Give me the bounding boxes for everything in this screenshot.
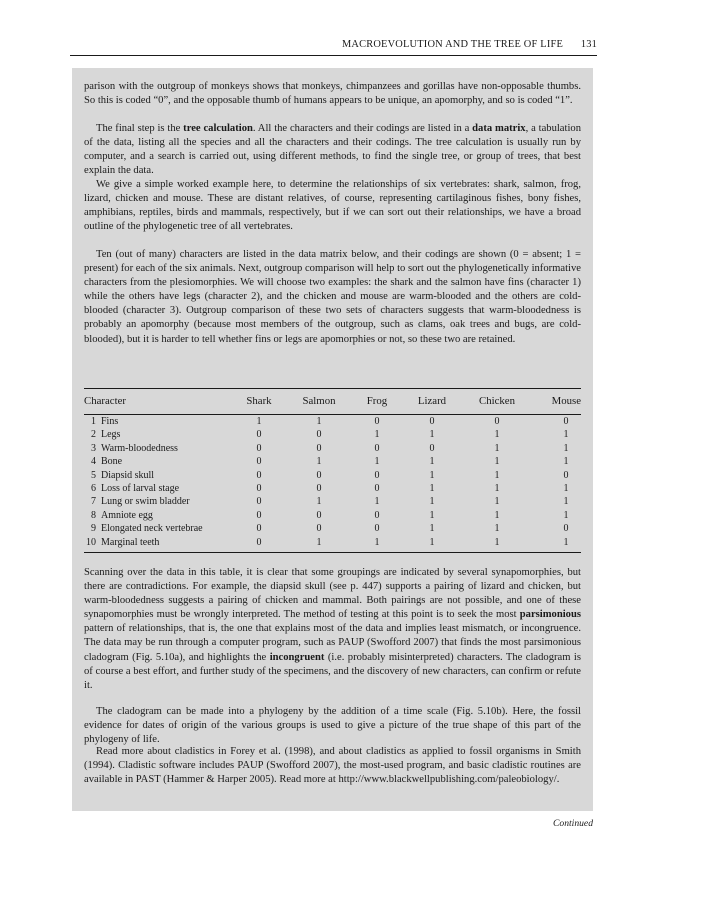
body-paragraph-6: The cladogram can be made into a phylogeny by the addition of a time scale (Fig. 5.10b). Here, the fossil evidence for dates of origin of the various groups is used to give a picture of the true shape of this part of the phylogeny of life. — [84, 706, 581, 746]
continued-label: Continued — [553, 818, 593, 829]
row-character: Elongated neck vertebrae — [101, 523, 203, 535]
row-number: 5 — [91, 469, 96, 481]
table-bottom-rule — [84, 552, 581, 553]
running-header — [70, 36, 597, 54]
cell-value: 1 — [374, 456, 380, 468]
cell-value: 0 — [316, 442, 322, 454]
header-title: MACROEVOLUTION AND THE TREE OF LIFE — [341, 39, 563, 50]
cell-value: 0 — [256, 523, 262, 535]
cell-value: 0 — [374, 523, 380, 535]
column-header: Frog — [366, 395, 388, 407]
table-row — [84, 496, 581, 509]
row-character: Diapsid skull — [101, 469, 155, 481]
cell-value: 1 — [494, 442, 500, 454]
cell-value: 1 — [563, 536, 569, 548]
cell-value: 0 — [256, 483, 262, 494]
table-row — [84, 510, 581, 523]
cell-value: 0 — [374, 416, 380, 427]
page-number: 131 — [580, 39, 597, 50]
row-character: Warm-bloodedness — [101, 442, 178, 454]
cell-value: 0 — [429, 442, 435, 454]
text-run: The final step is the — [96, 123, 184, 134]
cell-value: 1 — [429, 483, 435, 494]
row-number: 2 — [91, 429, 96, 441]
table-row — [84, 443, 581, 456]
intro-paragraph-1: parison with the outgroup of monkeys shows that monkeys, chimpanzees and gorillas have non-opposable thumbs. So this is coded “0”, and the opposable thumb of humans appears to be unique, an apomorphy, and so is coded “1”. — [84, 81, 581, 107]
cell-value: 0 — [374, 469, 380, 481]
row-number: 6 — [91, 483, 96, 494]
column-header: Lizard — [417, 395, 447, 407]
term-tree-calculation: tree calculation — [183, 123, 253, 134]
cell-value: 0 — [563, 469, 569, 481]
row-number: 1 — [91, 416, 96, 427]
table-row — [84, 523, 581, 536]
row-number: 8 — [91, 509, 96, 521]
table-row — [84, 470, 581, 483]
cell-value: 0 — [256, 469, 262, 481]
body-paragraph-7: Read more about cladistics in Forey et al. (1998), and about cladistics as applied to fossil organisms in Smith (1994). Cladistic software includes PAUP (Swofford 2007), the most-used program, and basic cladistic routines are available in PAST (Hammer & Harper 2005). Read more at http://www.blackwellpublishing.com/paleobiology/. — [84, 746, 581, 786]
table-row — [84, 483, 581, 496]
cell-value: 0 — [429, 416, 435, 427]
column-header: Mouse — [551, 395, 581, 407]
cell-value: 1 — [494, 456, 500, 468]
intro-paragraph-4: Ten (out of many) characters are listed in the data matrix below, and their codings are shown (0 = absent; 1 = present) for each of the six animals. Next, outgroup comparison will help to sort out the phylogenetically informative characters from the plesiomorphies. We will choose two examples: the shark and the salmon have fins (character 1) while the others have legs (character 2), and the chicken and mouse are warm-blooded and the others are cold-blooded (character 3). Outgroup comparison of these two sets of characters suggests that warm-bloodedness is probably an apomorphy (because most members of the outgroup, such as clams, oak trees and bugs, are cold-blooded), but it is harder to tell whether fins or legs are apomorphies or not, so these two are retained. — [84, 249, 581, 345]
cell-value: 0 — [316, 429, 322, 441]
cell-value: 1 — [374, 536, 380, 548]
cell-value: 0 — [256, 509, 262, 521]
term-parsimonious: parsimonious — [519, 609, 581, 621]
table-row — [84, 416, 581, 429]
cell-value: 1 — [374, 496, 380, 508]
cell-value: 0 — [256, 496, 262, 508]
cell-value: 1 — [494, 483, 500, 494]
cell-value: 0 — [316, 483, 322, 494]
text-run: . All the characters and their codings are listed in a — [252, 123, 473, 134]
cell-value: 0 — [563, 523, 569, 535]
cell-value: 1 — [494, 536, 500, 548]
cell-value: 0 — [374, 442, 380, 454]
column-header: Salmon — [302, 395, 336, 407]
cell-value: 1 — [494, 469, 500, 481]
cell-value: 1 — [429, 456, 435, 468]
term-data-matrix: data matrix — [472, 123, 526, 134]
row-character: Lung or swim bladder — [101, 496, 190, 508]
row-number: 3 — [91, 442, 96, 454]
cell-value: 0 — [316, 523, 322, 535]
row-character: Loss of larval stage — [101, 483, 180, 494]
row-character: Fins — [101, 416, 119, 427]
table-header-row — [84, 395, 581, 409]
row-number: 9 — [91, 523, 96, 535]
column-header: Chicken — [479, 395, 515, 407]
cell-value: 0 — [563, 416, 569, 427]
row-number: 10 — [86, 536, 96, 548]
intro-paragraph-2 — [84, 122, 581, 178]
cell-value: 1 — [494, 509, 500, 521]
cell-value: 1 — [563, 429, 569, 441]
cell-value: 1 — [563, 496, 569, 508]
cell-value: 1 — [429, 429, 435, 441]
cell-value: 1 — [563, 483, 569, 494]
cell-value: 1 — [563, 456, 569, 468]
cell-value: 1 — [563, 509, 569, 521]
row-character: Marginal teeth — [101, 536, 160, 548]
cell-value: 1 — [494, 496, 500, 508]
cell-value: 1 — [429, 496, 435, 508]
column-header: Shark — [246, 395, 272, 407]
cell-value: 0 — [256, 442, 262, 454]
cell-value: 1 — [316, 416, 322, 427]
table-row — [84, 537, 581, 550]
cell-value: 0 — [256, 429, 262, 441]
table-top-rule — [84, 388, 581, 389]
text-run: Scanning over the data in this table, it is clear that some groupings are indicated by several synapomorphies, but there are contradictions. For example, the diapsid skull (see p. 447) supports a pairing of lizard and chicken, but warm-bloodedness suggests a pairing of chicken and mammal. Both pairings are not possible, and one of these synapomorphies must be wrongly interpreted. The method of testing at this point is to seek the most — [84, 567, 581, 621]
table-header-rule — [84, 414, 581, 415]
cell-value: 1 — [316, 536, 322, 548]
cell-value: 1 — [374, 429, 380, 441]
cell-value: 0 — [316, 469, 322, 481]
table-row — [84, 456, 581, 469]
table-row — [84, 429, 581, 442]
cell-value: 1 — [429, 509, 435, 521]
cell-value: 1 — [429, 536, 435, 548]
term-incongruent: incongruent — [269, 651, 325, 663]
cell-value: 1 — [494, 523, 500, 535]
row-character: Legs — [101, 429, 121, 441]
cell-value: 0 — [256, 456, 262, 468]
cell-value: 1 — [494, 429, 500, 441]
cell-value: 0 — [256, 536, 262, 548]
cell-value: 0 — [374, 509, 380, 521]
row-character: Amniote egg — [101, 509, 153, 521]
cell-value: 0 — [494, 416, 500, 427]
text-run: pattern of relationships, that is, the one that explains most of the data and implies least mismatch, or incongruence. The data may be run through a computer program, such as PAUP (Swofford 2007) that finds the most parsimonious cladogram (Fig. 5.10a), and highlights the — [84, 623, 581, 663]
column-header: Character — [84, 395, 126, 407]
intro-paragraph-3: We give a simple worked example here, to determine the relationships of six vertebrates: shark, salmon, frog, lizard, chicken and mouse. These are distant relatives, of course, representing cartilaginous fishes, bony fishes, amphibians, reptiles, birds and mammals, respectively, but if we can sort out their relationships, we have a broad outline of the phylogenetic tree of all vertebrates. — [84, 179, 581, 233]
row-character: Bone — [101, 456, 123, 468]
cell-value: 1 — [316, 496, 322, 508]
row-number: 7 — [91, 496, 96, 508]
cell-value: 1 — [429, 523, 435, 535]
cell-value: 1 — [429, 469, 435, 481]
cell-value: 1 — [256, 416, 262, 427]
cell-value: 1 — [563, 442, 569, 454]
cell-value: 1 — [316, 456, 322, 468]
header-rule — [70, 55, 597, 56]
body-paragraph-5 — [84, 566, 581, 693]
cell-value: 0 — [374, 483, 380, 494]
text-run: , a tabulation of the data, listing all the species and all the characters and their codings. The tree calculation is usually run by computer, and a search is carried out, using different methods, to find the single tree, or group of trees, that best explain the data. — [84, 123, 581, 177]
cell-value: 0 — [316, 509, 322, 521]
text-run: (i.e. probably misinterpreted) characters. The cladogram is of course a best effort, and further study of the specimens, and the discovery of new characters, can confirm or refute it. — [84, 651, 581, 691]
row-number: 4 — [91, 456, 96, 468]
